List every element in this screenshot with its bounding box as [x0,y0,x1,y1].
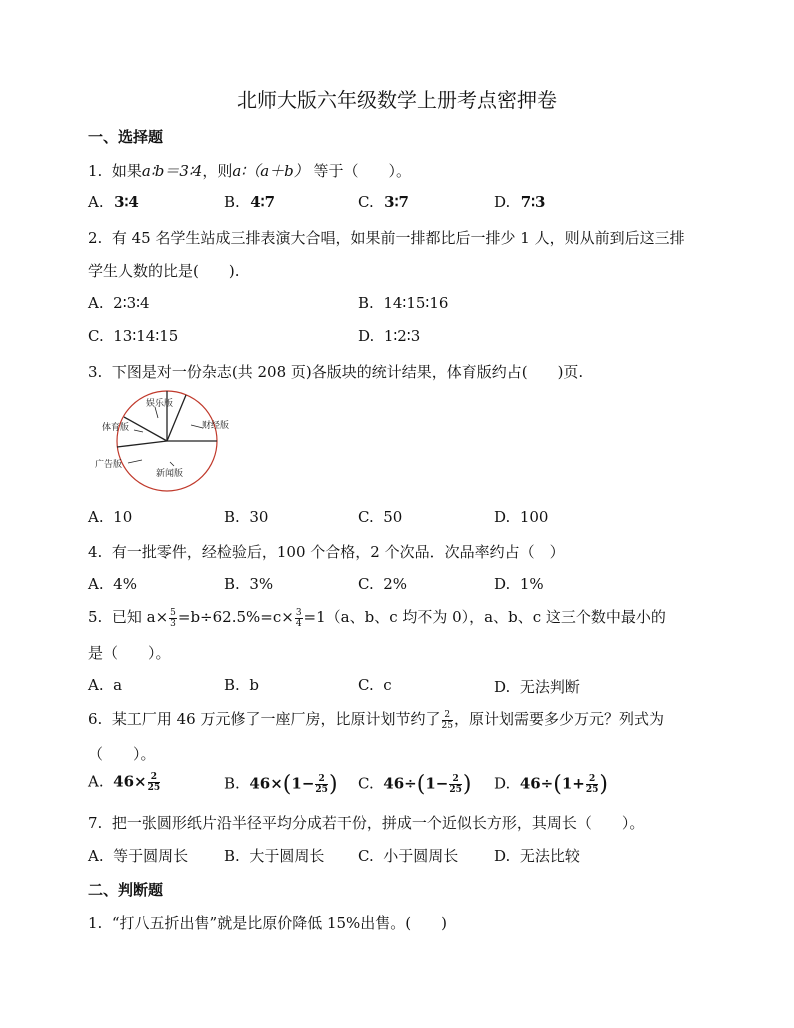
option-b: B. 3% [224,575,274,593]
option-a: A. 等于圆周长 [88,847,189,865]
option-b: B. 4∶7 [224,193,276,211]
question-text: 如果 [111,162,142,180]
option-a: A. a [88,676,123,694]
question-2-line2: 学生人数的比是( ). [88,262,240,280]
option-c: C. 2% [358,575,408,593]
question-text: 某工厂用 46 万元修了一座厂房，比原计划节约了 [111,710,441,728]
option-a: A. 46× $\frac{2}{25}$ [88,772,161,793]
fraction: $\frac{2}{25}$ [441,709,453,731]
option-d: D. 无法判断 [494,678,580,696]
option-a: A. 2∶3∶4 [88,294,150,312]
question-number: 7. [88,814,103,832]
option-b: B. 14∶15∶16 [358,294,449,312]
question-5-line2: 是（ ）。 [88,644,171,662]
section-heading-judge: 二、判断题 [88,881,164,899]
option-a: A. 3∶4 [88,193,139,211]
option-b: B. 30 [224,508,269,526]
option-d: D. 1∶2∶3 [358,327,421,345]
option-c: C. 13∶14∶15 [88,327,179,345]
question-5 [88,606,666,629]
question-7 [88,812,644,833]
fraction: $\frac{2}{25}$ [147,772,161,793]
question-number: 5. [88,608,103,626]
pie-leader [128,460,142,463]
question-number: 1. [88,914,103,932]
question-text: 已知 a× [111,608,169,626]
option-d: D. 1% [494,575,544,593]
question-text: “打八五折出售”就是比原价降低 15%出售。( ) [111,914,448,932]
pie-label-caijing: 财经版 [202,421,230,431]
fraction: $\frac{2}{25}$ [315,774,328,795]
question-6-line2: （ ）。 [88,745,156,763]
question-text: =b÷62.5%=c× [177,608,294,626]
option-c: C. c [358,676,392,694]
pie-label-yule: 娱乐版 [146,399,174,409]
page-title: 北师大版六年级数学上册考点密押卷 [237,88,557,112]
question-1 [88,160,411,181]
question-2 [88,227,685,248]
fraction: $\frac{2}{25}$ [449,774,462,795]
pie-divider [124,417,167,441]
question-text: 有 45 名学生站成三排表演大合唱，如果前一排都比后一排少 1 人，则从前到后这三排 [111,229,685,247]
option-b: B. b [224,676,259,694]
question-4 [88,541,565,562]
option-d: D. 46÷(1+ $\frac{2}{25}$ ) [494,772,608,797]
pie-divider [117,441,167,447]
question-number: 1. [88,162,103,180]
question-number: 4. [88,543,103,561]
pie-label-xinwen: 新闻版 [156,469,184,479]
pie-leader [170,462,174,466]
question-text: 等于（ ）。 [313,162,412,180]
pie-label-tiyu: 体育版 [102,423,130,433]
question-text: =1（a、b、c 均不为 0），a、b、c 这三个数中最小的 [303,608,666,626]
option-c: C. 50 [358,508,403,526]
option-b: B. 46×(1− $\frac{2}{25}$ ) [224,772,338,797]
question-text: 下图是对一份杂志(共 208 页)各版块的统计结果，体育版约占( )页. [111,363,584,381]
option-c: C. 46÷(1− $\frac{2}{25}$ ) [358,772,472,797]
option-d: D. 无法比较 [494,847,580,865]
question-text: 把一张圆形纸片沿半径平均分成若干份，拼成一个近似长方形，其周长（ ）。 [111,814,645,832]
question-6 [88,708,664,731]
pie-leader [134,430,143,432]
option-c: C. 3∶7 [358,193,409,211]
pie-label-guanggao: 广告版 [95,460,123,470]
option-d: D. 7∶3 [494,193,546,211]
question-3 [88,361,583,382]
question-text: 有一批零件，经检验后，100 个合格，2 个次品．次品率约占（ ） [111,543,565,561]
question-text: ，则 [202,162,233,180]
question-number: 2. [88,229,103,247]
pie-chart [88,390,248,496]
judge-question-1 [88,912,447,933]
question-number: 3. [88,363,103,381]
option-d: D. 100 [494,508,549,526]
question-number: 6. [88,710,103,728]
option-c: C. 小于圆周长 [358,847,459,865]
question-math: a∶b＝3∶4 [141,162,203,180]
option-a: A. 4% [88,575,137,593]
option-b: B. 大于圆周长 [224,847,325,865]
option-a: A. 10 [88,508,133,526]
fraction: $\frac{2}{25}$ [585,774,599,795]
question-math: a∶（a＋b） [232,162,309,180]
question-text: ，原计划需要多少万元？列式为 [453,710,664,728]
fraction: $\frac{3}{4}$ [295,607,302,629]
fraction: $\frac{5}{3}$ [170,607,176,629]
section-heading-choice: 一、选择题 [88,128,164,146]
